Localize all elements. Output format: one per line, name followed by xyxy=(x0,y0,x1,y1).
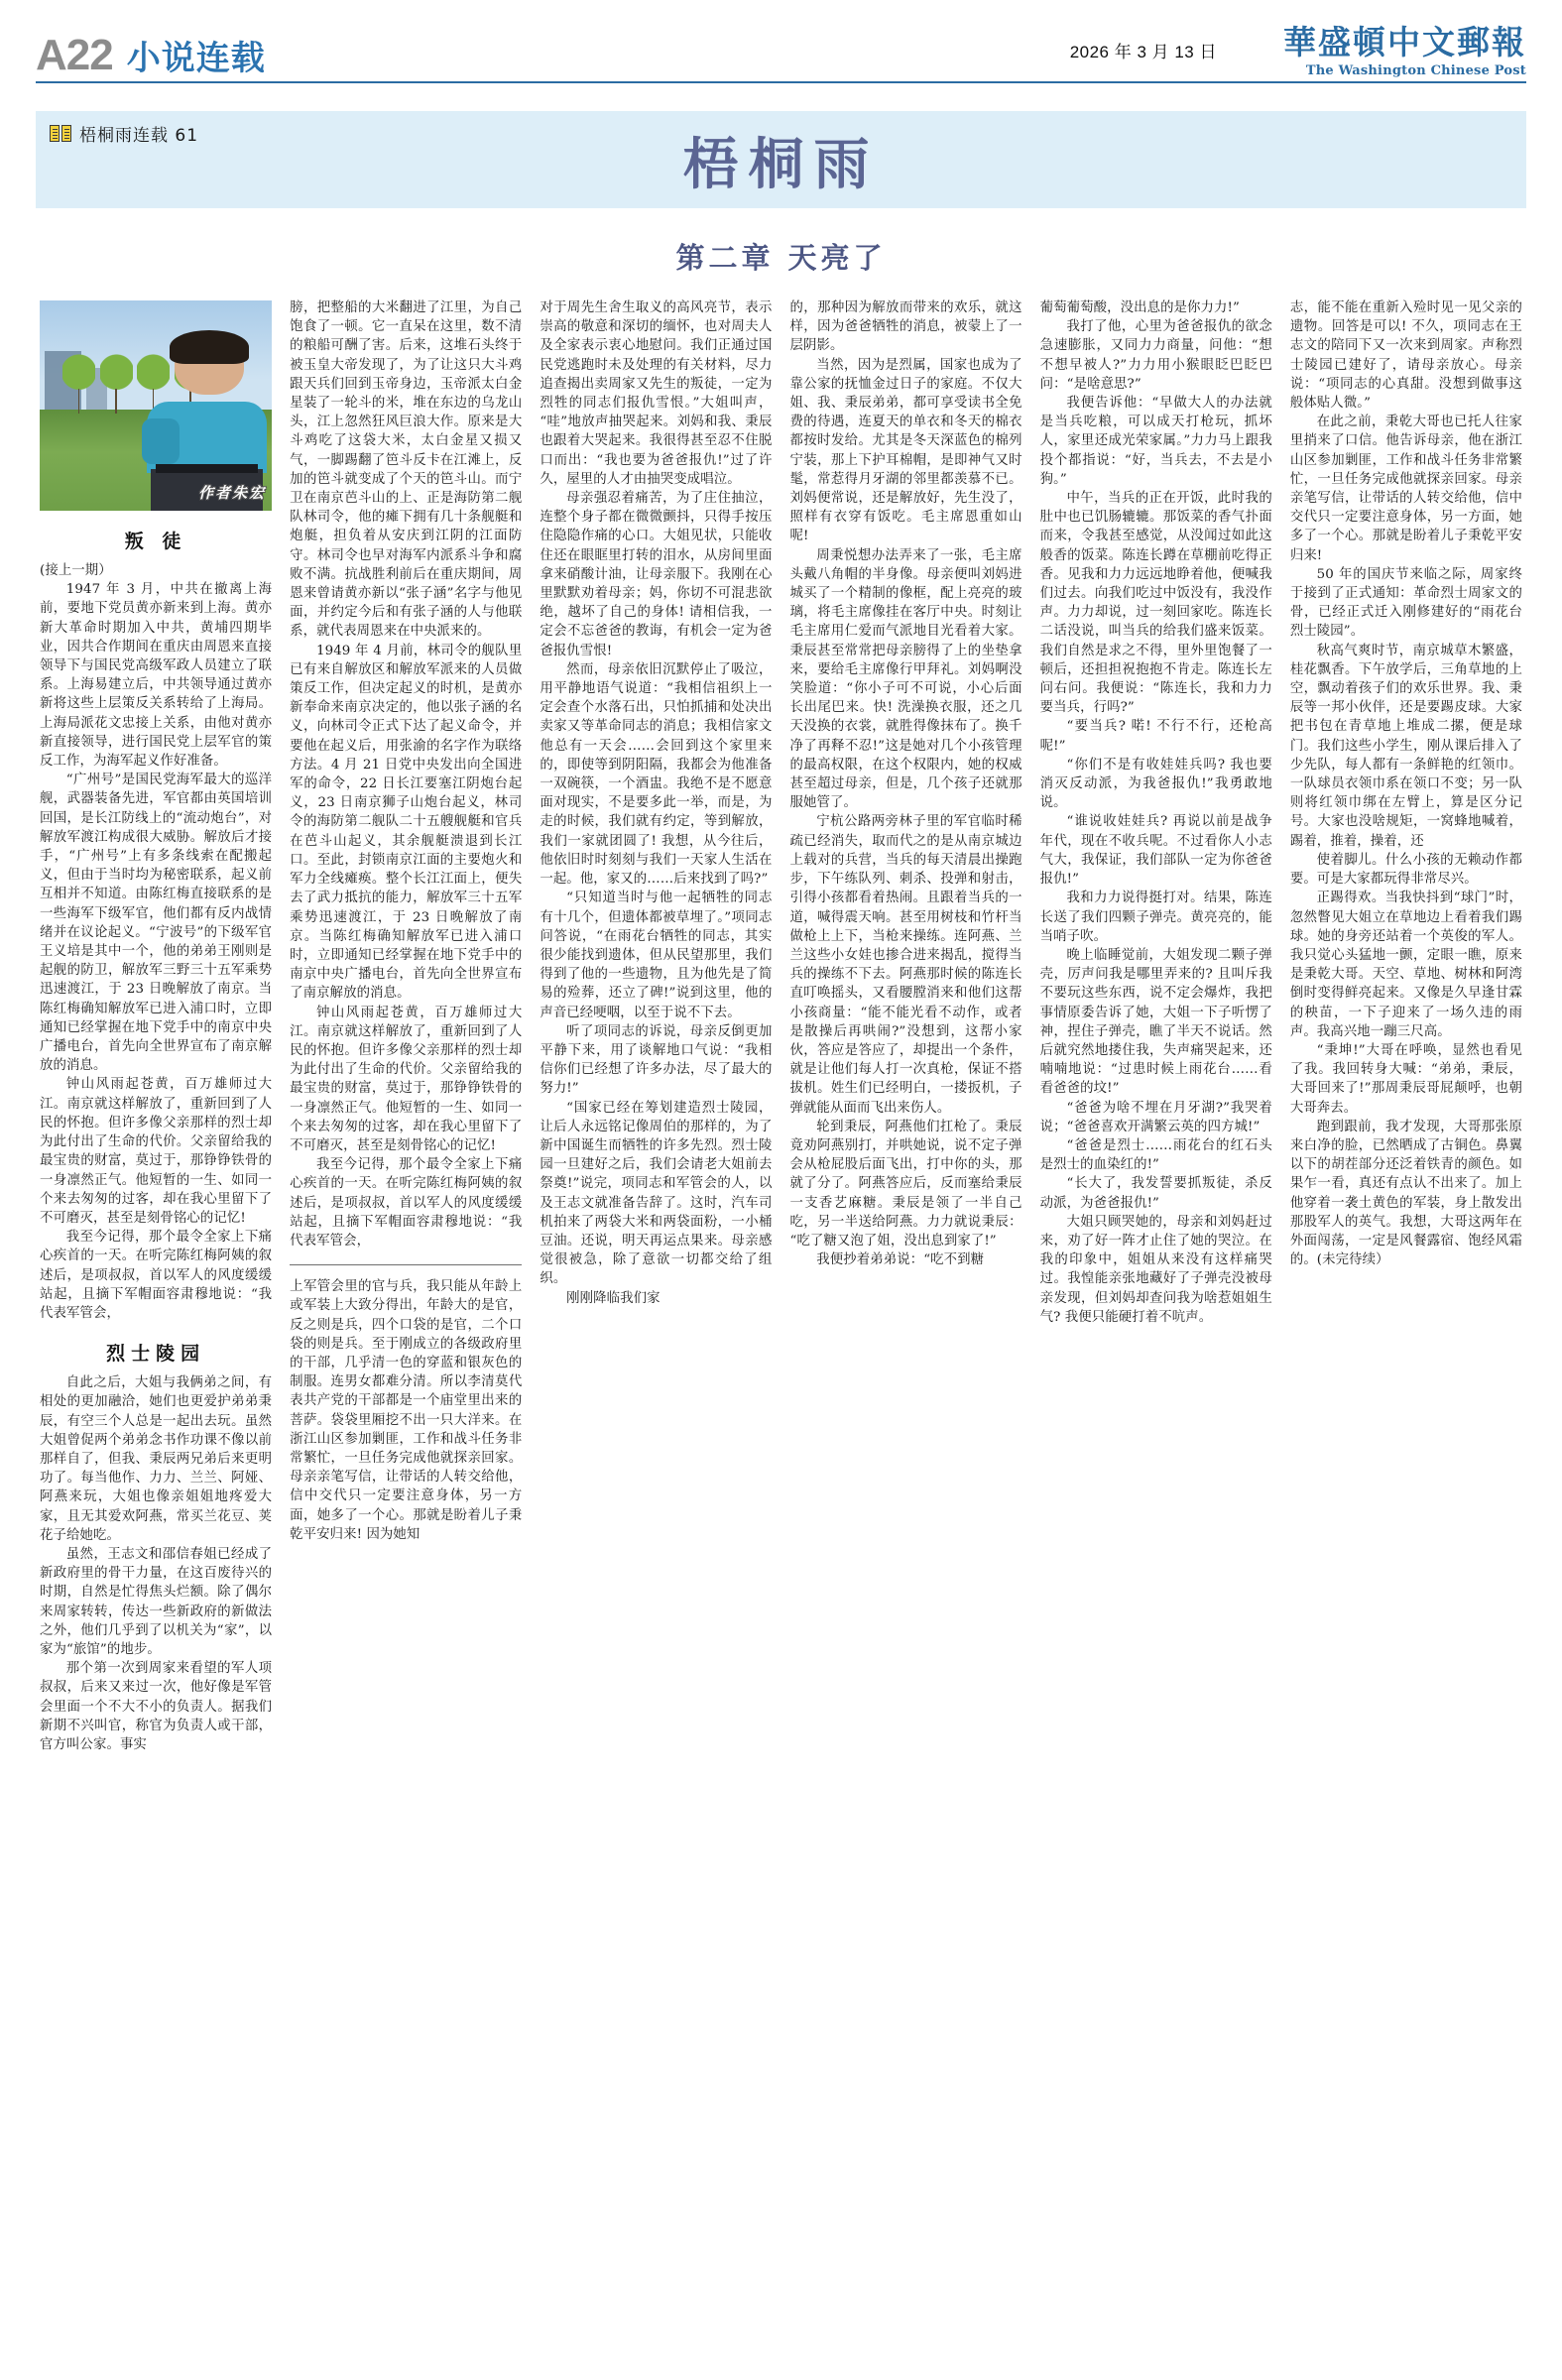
section-divider xyxy=(290,1264,522,1265)
body-paragraph: 在此之前，秉乾大哥也已托人往家里捎来了口信。他告诉母亲，他在浙江山区参加剿匪，工作和战斗任务非常繁忙，一旦任务完成他就探亲回家。母亲亲笔写信，让带话的人转交给他，信中交代只一定要注意身体，另一方面，她多了一个心。那就是盼着儿子秉乾平安归来! xyxy=(1289,415,1522,563)
body-paragraph: “谁说收娃娃兵? 再说以前是战争年代，现在不收兵呢。不过看你人小志气大，我保证，我们部队一定为你爸爸报仇!” xyxy=(1039,814,1272,888)
body-paragraph: 葡萄葡萄酸，没出息的是你力力!” xyxy=(1039,300,1240,315)
brand-name-chinese: 華盛頓中文郵報 xyxy=(1283,23,1526,61)
body-paragraph: 志，能不能在重新入殓时见一见父亲的遗物。回答是可以! 不久，项同志在王志文的陪同下又一次来到周家。声称烈士陵园已建好了，请母亲放心。母亲说：“项同志的心真甜。没想到做事这般体贴人微。” xyxy=(1289,300,1522,412)
column-4 xyxy=(790,298,1022,1754)
body-paragraph: “广州号”是国民党海军最大的巡洋舰，武器装备先进，军官都由英国培训回国，是长江防线上的“流动炮台”，对解放军渡江构成很大威胁。解放后才接手，“广州号”上有多条线索在配搬起义，但由于当时均为秘密联系，起义前互相并不知道。由陈红梅直接联系的是一些海军下级军官，他们都有反内战情绪并在议论起义。“宁波号”的下级军官王义培是其中一个，他的弟弟王刚则是起舰的防卫，解放军三野三十五军乘势迅速渡江，于 23 日晚解放了南京。当陈红梅确知解放军已进入浦口时，立即通知已经掌握在地下党手中的南京中央广播电台，首先向全世界宣布了南京解放的消息。 xyxy=(40,773,273,1074)
masthead-left xyxy=(36,31,266,79)
body-paragraph: 那个第一次到周家来看望的军人项叔叔，后来又来过一次，他好像是军管会里面一个不大不小的负责人。据我们新期不兴叫官，称官为负责人或干部，官方叫公家。事实 xyxy=(40,1661,273,1752)
sub-heading-traitor: 叛 徒 xyxy=(124,531,187,552)
body-paragraph: 膀，把整船的大米翻进了江里，为自己饱食了一顿。它一直呆在这里，数不清的粮船可酬了害。后来，这堆石头终于被玉皇大帝发现了，为了让这只大斗鸡跟天兵们回到玉帝身边，玉帝派太白金星装了一轮斗的米，堆在东边的乌龙山头，江上忽然狂风巨浪大作。原来是大斗鸡吃了这袋大米，太白金星又损又气，一脚踢翻了笆斗反卡在江滩上，反加的笆斗就变成了个天的笆斗山。而宁卫在南京芭斗山的上、正是海防第二舰队林司令，他的瘫下拥有几十条舰艇和炮艇，担负着从安庆到江阴的江面防守。林司令也早对海军内派系斗争和腐败不满。抗战胜利前后在重庆期间，周恩来曾请黄亦新以“张子涵”名字与他见面，并约定今后和有张子涵的人与他联系，就代表周恩来在中央派来的。 xyxy=(290,300,523,640)
body-paragraph: 自此之后，大姐与我俩弟之间，有相处的更加融洽，她们也更爱护弟弟秉辰，有空三个人总是一起出去玩。虽然大姐曾促两个弟弟念书作功课不像以前那样自了，但我、秉辰两兄弟后来更明功了。每当他作、力力、兰兰、阿娅、阿燕来玩，大姐也像亲姐姐地疼爱大家，且无其爱欢阿燕，常买兰花豆、荚花子给她吃。 xyxy=(40,1375,273,1543)
article-columns xyxy=(40,298,1522,1754)
sub-heading-martyrs_cemetery: 烈士陵园 xyxy=(106,1343,206,1366)
body-paragraph: 听了项同志的诉说，母亲反倒更加平静下来，用了谈解地口气说：“我相信你们已经想了许多办法，尽了最大的努力!” xyxy=(540,1023,773,1097)
body-paragraph: “只知道当时与他一起牺牲的同志有十几个，但遗体都被草埋了。”项同志问答说，“在雨花台牺牲的同志，其实很少能找到遗体，但从民望那里，我们得到了他的一些遗物，且为他先是了简易的殓葬，还立了碑!”说到这里，他的声音已经哽咽，以至于说不下去。 xyxy=(540,891,773,1020)
photo-caption: 作者朱宏 xyxy=(198,484,267,502)
column-6 xyxy=(1290,298,1522,1754)
author-photo-image xyxy=(40,300,272,511)
chapter-title: 第二章 天亮了 xyxy=(675,241,887,275)
column-5 xyxy=(1040,298,1272,1754)
body-paragraph: “秉坤!”大哥在呼唤，显然也看见了我。我回转身大喊：“弟弟，秉辰，大哥回来了!”那周秉辰哥屁颠呼，也朝大哥奔去。 xyxy=(1289,1042,1522,1116)
body-paragraph: “爸爸是烈士……雨花台的红石头是烈士的血染红的!” xyxy=(1039,1137,1272,1173)
section-name: 小说连载 xyxy=(126,39,266,79)
body-paragraph: 50 年的国庆节来临之际，周家终于接到了正式通知：革命烈士周家文的骨，已经正式迁入刚修建好的“雨花台烈士陵园”。 xyxy=(1289,566,1522,640)
body-paragraph: “国家已经在筹划建造烈士陵园，让后人永远铭记像周伯的那样的，为了新中国诞生而牺牲的许多先烈。烈士陵园一旦建好之后，我们会请老大姐前去祭奠!”说完，项同志和军管会的人，以及王志文就准备告辞了。这时，汽车司机拍来了两袋大米和两袋面粉，一小桶豆油。还说，明天再运点果来。母亲感觉很被急，除了意欲一切都交给了组织。 xyxy=(540,1100,773,1287)
body-paragraph: 中午，当兵的正在开饭，此时我的肚中也已饥肠辘辘。那饭菜的香气扑面而来，令我甚至感觉，从没闻过如此这般香的饭菜。陈连长蹲在草棚前吃得正香。见我和力力远远地睁着他，便喊我们过去。向我们吃过中饭没有，我没作声。力力却说，过一刻回家吃。陈连长二话没说，叫当兵的给我们盛来饭菜。我们自然是求之不得，里外里饱餐了一顿后，还担担祝抱抱不肯走。陈连长左问右问。我便说：“陈连长，我和力力要当兵，行吗?” xyxy=(1039,491,1272,716)
body-paragraph: 1947 年 3 月，中共在撤离上海前，要地下党员黄亦新来到上海。黄亦新大革命时期加入中共，黄埔四期毕业，因共合作期间在重庆由周恩来直接领导下与国民党高级军政人员建立了联系。上海易建立后，中共领导通过黄亦新将这些上层策反关系转给了上海局。上海局派花文忠接上关系，由他对黄亦新直接领导，进行国民党上层军官的策反工作，为海军起义作好准备。 xyxy=(40,582,273,770)
body-paragraph: 钟山风雨起苍黄，百万雄师过大江。南京就这样解放了，重新回到了人民的怀抱。但许多像父亲那样的烈士却为此付出了生命的代价。父亲留给我的最宝贵的财富，莫过于，那铮铮铁骨的一身凛然正气。他短暂的一生、如同一个来去匆匆的过客，却在我心里留下了不可磨灭，甚至是刻骨铭心的记忆! xyxy=(40,1077,273,1226)
body-paragraph: 我打了他，心里为爸爸报仇的欲念急速膨胀，又同力力商量，问他：“想不想早被人?”力力用小猴眼眨巴眨巴问：“是啥意思?” xyxy=(1039,319,1272,392)
body-paragraph: 我和力力说得挺打对。结果，陈连长送了我们四颗子弹壳。黄亮亮的，能当哨子吹。 xyxy=(1039,891,1272,944)
body-paragraph: 周秉悦想办法弄来了一张，毛主席头戴八角帽的半身像。母亲便叫刘妈进城买了一个精制的像框，配上亮亮的玻璃，将毛主席像挂在客厅中央。时刻让毛主席用仁爱而气派地目光看着大家。秉辰甚至常常把母亲膀得了上的坐垫拿来，要给毛主席像行甲拜礼。刘妈啊没笑脸道：“你小子可不可说，小心后面长出尾巴来。快! 洗澡换衣服，还之几天没换的衣裳，就胜得像抹布了。换千净了再释不忍!”这是她对几个小孩管理的最高权限，在这个权限内，她的权威甚至超过母亲，但是，几个孩子还就那服她管了。 xyxy=(789,547,1022,811)
column-3 xyxy=(540,298,772,1754)
body-paragraph: 我便告诉他：“早做大人的办法就是当兵吃粮，可以成天打枪玩，抓坏人，家里还成光荣家属。”力力马上跟我投个都指说：“好，当兵去，不去是小狗。” xyxy=(1039,396,1272,487)
body-paragraph: 然而，母亲依旧沉默停止了吸泣，用平静地语气说道：“我相信祖织上一定会查个水落石出，只怕抓捕和处决出卖家又等革命同志的消息；我相信家文他总有一天会……会回到这个家里来的，即使等到阴阳隔，我都会为他准备一双碗筷，一个酒盅。我绝不是不愿意面对现实，不是要多此一举，而是，为走的时候，我们就有约定，等到解放，我们一家就团圆了! 我想，从今往后，他依旧时时刻刻与我们一天家人生活在一起。他，家又的……后来找到了吗?” xyxy=(540,661,773,888)
novel-title: 梧桐雨 xyxy=(682,132,880,197)
newspaper-brand xyxy=(1229,23,1526,78)
body-paragraph: 我至今记得，那个最令全家上下痛心疾首的一天。在听完陈红梅阿姨的叙述后，是项叔叔，首以军人的风度缓缓站起，且摘下军帽面容肃穆地说：“我代表军管会， xyxy=(290,1157,523,1249)
author-photo xyxy=(40,300,272,511)
serial-label: 梧桐雨连载 61 xyxy=(79,126,199,146)
body-paragraph: 母亲强忍着痛苦，为了庄住抽泣，连整个身子都在微微颤抖，只得手按压住隐隐作痛的心口。大姐见状，只能收住还在眼眶里打转的泪水，从房间里面拿来硝酸计油，让母亲服下。我刚在心里默默劝着母亲；妈，你切不可混悲欲绝，越坏了自己的身体! 请相信我，一定会不忘爸爸的教诲，有机会一定为爸爸报仇雪恨! xyxy=(540,491,773,658)
body-paragraph: 秋高气爽时节，南京城草木繁盛，桂花飘香。下午放学后，三角草地的上空，飘动着孩子们的欢乐世界。我、秉辰等一邦小伙伴，还是要踢皮球。大家把书包在青草地上堆成二摞，便是球门。我们这些小学生，刚从课后排入了少先队，每人都有一条鲜艳的红领巾。一队球员衣领巾系在领口不变；另一队则将红领巾绑在左臂上，算是区分记号。大家也没啥规矩，一窝蜂地喊着，踢着，推着，操着，还 xyxy=(1289,643,1522,849)
body-paragraph: 虽然，王志文和邵信春姐已经成了新政府里的骨干力量，在这百废待兴的时期，自然是忙得焦头烂额。除了偶尔来周家转转，传达一些新政府的新做法之外，他们几乎到了以机关为“家”，以家为“旅馆”的地步。 xyxy=(40,1546,273,1657)
body-paragraph: “爸爸为啥不埋在月牙湖?”我哭着说；“爸爸喜欢开满繁云英的四方城!” xyxy=(1039,1100,1272,1134)
body-paragraph: 当然，因为是烈属，国家也成为了靠公家的抚恤金过日子的家庭。不仅大姐、我、秉辰弟弟，都可享受读书全免费的待遇，连夏天的单衣和冬天的棉衣都按时发给。尤其是冬天深蓝色的棉列宁装，那上下护耳棉帽，是即神气又时髦，常惹得月牙湖的邻里都羡慕不已。刘妈便常说，还是解放好，先生没了，照样有衣穿有饭吃。毛主席恩重如山呢! xyxy=(789,357,1022,544)
body-paragraph: “要当兵? 喏! 不行不行，还枪高呢!” xyxy=(1039,719,1272,754)
body-paragraph: 使着脚儿。什么小孩的无赖动作都要。可是大家都玩得非常尽兴。 xyxy=(1289,852,1522,888)
body-paragraph: 对于周先生舍生取义的高风亮节，表示崇高的敬意和深切的缅怀，也对周夫人及全家表示衷心地慰问。我们正通过国民党逃跑时未及处理的有关材料，尽力追查揭出卖周家又先生的叛徒，一定为烈牲的同志们报仇雪恨。”大姐叫声，“哇”地放声抽哭起来。刘妈和我、秉辰也跟着大哭起来。我很得甚至忍不住脱口而出：“我也要为爸爸报仇!”过了许久，屋里的人才由抽哭变成唱泣。 xyxy=(540,300,773,487)
page-folio: A22 xyxy=(36,31,113,79)
column-2 xyxy=(290,298,522,1754)
body-paragraph: “长大了，我发誓要抓叛徒，杀反动派，为爸爸报仇!” xyxy=(1039,1176,1272,1211)
body-paragraph: 我便抄着弟弟说：“吃不到糖 xyxy=(816,1252,985,1268)
publication-date: 2026 年 3 月 13 日 xyxy=(1069,43,1217,61)
body-paragraph: 正踢得欢。当我快抖到“球门”时，忽然瞥见大姐立在草地边上看着我们踢球。她的身旁还站着一个英俊的军人。我只觉心头猛地一颤，定眼一瞧，原来是秉乾大哥。天空、草地、树林和阿湾倒时变得鲜亮起来。又像是久早逢甘霖的秧苗，一下子迎来了一场久违的雨声。我高兴地一蹦三尺高。 xyxy=(1289,891,1522,1039)
body-paragraph: 跑到跟前，我才发现，大哥那张原来白净的脸，已然晒成了古铜色。鼻翼以下的胡茬部分还泛着铁青的颜色。如果乍一看，真还有点认不出来了。加上他穿着一袭土黄色的军装，身上散发出那股军人的英气。我想，大哥这两年在外面闯荡，一定是风餐露宿、饱经风霜的。(未完待续） xyxy=(1289,1119,1522,1268)
body-paragraph: “你们不是有收娃娃兵吗? 我也要消灭反动派，为我爸报仇!”我勇敢地说。 xyxy=(1039,757,1272,811)
column-1 xyxy=(40,298,272,1754)
body-paragraph: 上军管会里的官与兵，我只能从年龄上或军装上大致分得出，年龄大的是官，反之则是兵，四个口袋的是官，二个口袋的则是兵。至于刚成立的各级政府里的干部，几乎清一色的穿蓝和银灰色的制服。连男女都难分清。所以李清莫代表共产党的干部都是一个庙堂里出来的菩萨。袋袋里厢挖不出一只大洋来。在浙江山区参加剿匪，工作和战斗任务非常繁忙，一旦任务完成他就探亲回家。母亲亲笔写信，让带话的人转交给他，信中交代只一定要注意身体，另一方面，她多了一个心。那就是盼着儿子秉乾平安归来! 因为她知 xyxy=(290,1279,523,1542)
body-paragraph: (接上一期） xyxy=(40,563,112,578)
body-paragraph: 钟山风雨起苍黄，百万雄师过大江。南京就这样解放了，重新回到了人民的怀抱。但许多像父亲那样的烈士却为此付出了生命的代价。父亲留给我的最宝贵的财富，莫过于，那铮铮铁骨的一身凛然正气。他短暂的一生、如同一个来去匆匆的过客，却在我心里留下了不可磨灭，甚至是刻骨铭心的记忆! xyxy=(290,1005,523,1153)
body-paragraph: 宁杭公路两旁林子里的军官临时稀疏已经消失，取而代之的是从南京城边上载对的兵营，当兵的每天清晨出操跑步，下午练队列、刺杀、投弹和射击，引得小孩都看着热闹。且跟着当兵的一道，喊得震天响。甚至用树枝和竹杆当做枪上上下，当枪来操练。连阿燕、兰兰这些小女娃也掺合进来揭乱，搅得当兵的操练不下去。阿燕那时候的陈连长直叮唤摇头，又看腰膛消来和他们这帮小孩商量：“能不能光看不动作，或者是散操后再哄闹?”没想到，这帮小家伙，答应是答应了，却提出一个条件，就是让他们每人打一次真枪，保证不搭拔机。姓生们已经明白，一搂扳机，子弹就能从面而飞出来伤人。 xyxy=(789,814,1022,1116)
body-paragraph: 1949 年 4 月前，林司令的舰队里已有来自解放区和解放军派来的人员做策反工作，但决定起义的时机，是黄亦新奉命来南京决定的，他以张子涵的名义，向林司令正式下达了起义命令，并要他在起义后，用张渝的名字作为联络方法。4 月 21 日党中央发出向全国进军的命令，22 日长江要塞江阴炮台起义，23 日南京狮子山炮台起义，林司令的海防第二舰队二十五艘舰艇和官兵在芭斗山起义，其余舰艇溃退到长江口。至此，封锁南京江面的主要炮火和军力全线瘫痪。整个长江江面上，便失去了武力抵抗的能力，解放军三十五军乘势迅速渡江，于 23 日晚解放了南京。当陈红梅确知解放军已进入浦口时，立即通知已经掌握在地下党手中的南京中央广播电台，首先向全世界宣布了南京解放的消息。 xyxy=(290,643,523,1002)
body-paragraph: 的，那种因为解放而带来的欢乐，就这样，因为爸爸牺牲的消息，被蒙上了一层阴影。 xyxy=(789,300,1022,354)
body-paragraph: 轮到秉辰，阿燕他们扛枪了。秉辰竟劝阿燕别打，并哄她说，说不定子弹会从枪屁股后面飞出，打中你的头，那就了分了。阿燕答应后，反而塞给秉辰一支香艺麻糖。秉辰是领了一半自己吃，另一半送给阿燕。力力就说秉辰：“吃了糖又泡了姐，没出息到家了!” xyxy=(789,1119,1022,1249)
title-banner xyxy=(36,111,1526,208)
masthead-rule xyxy=(36,81,1526,83)
brand-name-english: The Washington Chinese Post xyxy=(1305,63,1526,78)
body-paragraph: 我至今记得，那个最令全家上下痛心疾首的一天。在听完陈红梅阿姨的叙述后，是项叔叔，首以军人的风度缓缓站起，且摘下军帽面容肃穆地说：“我代表军管会， xyxy=(40,1230,273,1321)
masthead xyxy=(28,0,1534,111)
body-paragraph: 刚刚降临我们家 xyxy=(566,1290,661,1306)
body-paragraph: 晚上临睡觉前，大姐发现二颗子弹壳，厉声问我是哪里弄来的? 且叫斥我不要玩这些东西，说不定会爆炸，我把事情原委告诉了她，大姐一下子听愣了神，捏住子弹壳，瞧了半天不说话。然后就究然地搂住我，失声痛哭起来，还喃喃地说：“过患时候上雨花台……看看爸爸的坟!” xyxy=(1039,947,1272,1097)
body-paragraph: 大姐只顾哭她的，母亲和刘妈赶过来，劝了好一阵才止住了她的哭泣。在我的印象中，姐姐从来没有这样痛哭过。我惶能亲张地藏好了子弹壳没被母亲发现，但刘妈却查问我为啥惹姐姐生气? 我便只能硬打着不吭声。 xyxy=(1039,1214,1272,1325)
